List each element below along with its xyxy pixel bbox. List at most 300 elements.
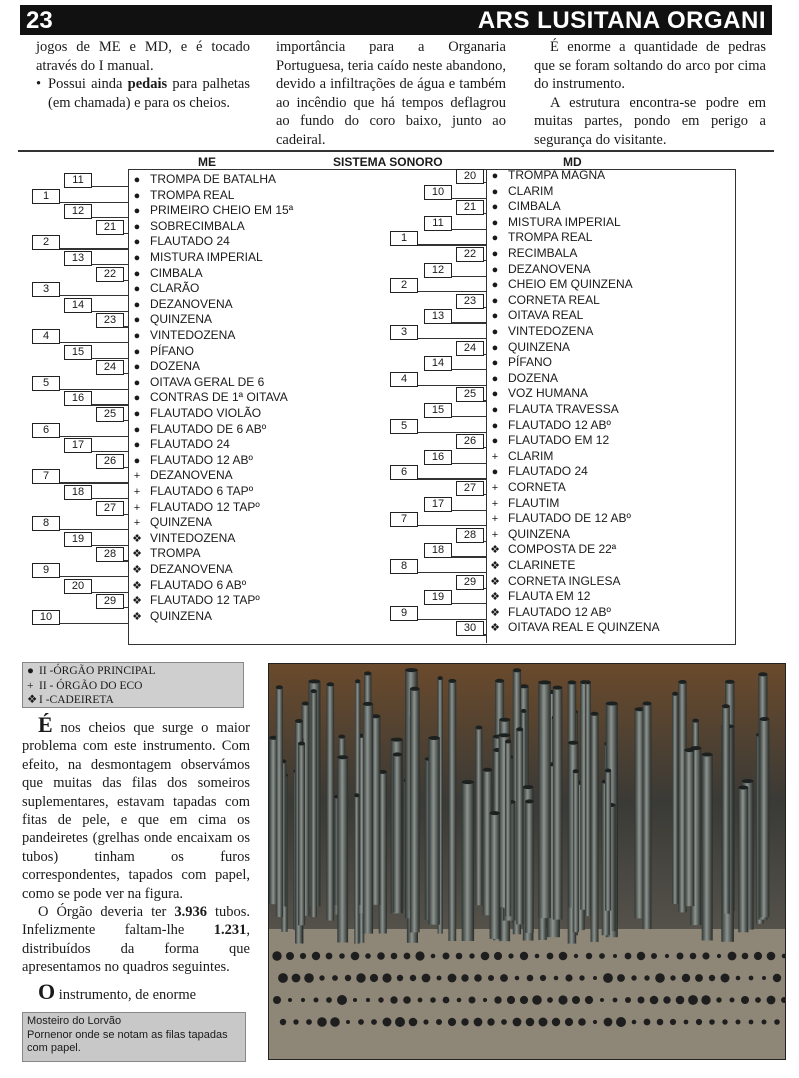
pandeirete-hole <box>339 953 345 959</box>
stop-row <box>488 558 575 574</box>
organ-pipe <box>722 706 730 914</box>
pandeirete-hole <box>702 952 709 959</box>
pipe-mouth <box>393 752 402 756</box>
stop-number: 2 <box>390 278 418 293</box>
pandeirete-hole <box>579 975 584 980</box>
stop-row <box>488 277 633 293</box>
stop-name: VINTEDOZENA <box>508 324 594 338</box>
stop-number: 13 <box>64 251 92 266</box>
organ-pipe <box>505 741 511 916</box>
left-manual-header: ME <box>198 155 216 169</box>
stop-name: FLAUTADO 6 TAPº <box>150 484 254 498</box>
pandeirete-hole <box>288 998 292 1002</box>
organ-pipe <box>311 691 317 917</box>
pandeirete-hole <box>655 973 665 983</box>
pipe-mouth <box>678 680 686 684</box>
stop-number: 28 <box>456 528 484 543</box>
stop-leader <box>124 373 128 374</box>
stop-row <box>488 355 552 371</box>
pandeirete-hole <box>474 974 482 982</box>
stop-number: 24 <box>96 360 124 375</box>
stop-leader <box>60 342 128 343</box>
pandeirete-hole <box>317 1017 327 1027</box>
legend-item: ● II -ÓRGÃO PRINCIPAL <box>27 665 156 677</box>
pipe-mouth <box>448 679 456 683</box>
stop-symbol: ● <box>491 388 499 401</box>
pipe-mouth <box>505 739 511 743</box>
pipe-mouth <box>606 702 618 706</box>
pandeirete-hole <box>637 952 645 960</box>
pandeirete-hole <box>286 952 294 960</box>
pipe-mouth <box>672 692 678 696</box>
stop-symbol: ● <box>133 361 141 374</box>
stop-leader <box>418 291 486 292</box>
stop-number: 23 <box>96 313 124 328</box>
stop-number: 19 <box>64 532 92 547</box>
stop-symbol: ❖ <box>490 606 500 619</box>
stop-leader <box>124 560 128 561</box>
stop-number: 1 <box>32 189 60 204</box>
organ-pipe <box>327 684 335 920</box>
stop-number: 3 <box>32 282 60 297</box>
pandeirete-hole <box>456 953 463 960</box>
stop-number: 20 <box>64 579 92 594</box>
organ-pipe <box>337 757 348 942</box>
pandeirete-hole <box>586 953 592 959</box>
stop-name: FLAUTADO VIOLÃO <box>150 406 262 420</box>
stop-symbol: ● <box>491 248 499 260</box>
stop-row <box>488 215 621 231</box>
stop-number: 2 <box>32 235 60 250</box>
pandeirete-hole <box>353 998 357 1002</box>
pandeirete-hole <box>314 998 319 1003</box>
stop-number: 16 <box>424 450 452 465</box>
stop-symbol: ● <box>133 423 141 436</box>
pandeirete-hole <box>326 953 333 960</box>
stop-number: 21 <box>96 220 124 235</box>
stop-symbol: ● <box>491 419 499 432</box>
stop-number: 27 <box>456 481 484 496</box>
pandeirete-hole <box>404 953 411 960</box>
stop-row <box>130 188 234 204</box>
stop-row <box>488 449 553 465</box>
pandeirete-hole <box>436 1019 442 1025</box>
stop-leader <box>92 311 128 312</box>
pandeirete-hole <box>625 997 631 1003</box>
stop-leader <box>60 623 128 624</box>
pandeirete-hole <box>651 953 657 959</box>
stop-symbol: ❖ <box>490 560 500 572</box>
pandeirete-hole <box>709 975 715 981</box>
pandeirete-hole <box>682 974 690 982</box>
stop-row <box>130 203 293 219</box>
organ-pipe <box>684 750 694 906</box>
pandeirete-hole <box>603 973 613 983</box>
stop-symbol: ● <box>133 454 141 467</box>
stop-number: 25 <box>456 387 484 402</box>
pandeirete-hole <box>676 996 685 1005</box>
pandeirete-hole <box>278 973 288 983</box>
stop-name: FLAUTADO DE 6 ABº <box>150 421 267 436</box>
stop-row <box>130 468 233 484</box>
stop-row <box>488 293 600 309</box>
stop-number: 20 <box>456 169 484 184</box>
stop-number: 11 <box>64 173 92 188</box>
organ-pipe <box>605 771 611 911</box>
pandeirete-hole <box>515 976 520 981</box>
pandeirete-hole <box>395 1017 405 1027</box>
stop-row <box>488 246 577 262</box>
stop-leader <box>60 482 128 483</box>
stop-row <box>130 172 276 188</box>
pandeirete-hole <box>345 975 351 981</box>
pandeirete-hole <box>293 1019 298 1024</box>
body-para-3: O instrumento, de enorme <box>38 978 197 1004</box>
stop-name: CIMBALA <box>150 265 203 280</box>
stop-symbol: ● <box>491 216 499 229</box>
pandeirete-hole <box>422 974 431 983</box>
pandeirete-hole <box>722 1019 727 1024</box>
stop-row <box>130 453 253 469</box>
stop-name: CHEIO EM QUINZENA <box>508 277 633 292</box>
stop-leader <box>124 607 128 608</box>
stop-name: FLAUTA EM 12 <box>508 589 591 604</box>
stop-name: VINTEDOZENA <box>150 530 236 545</box>
pandeirete-hole <box>565 1018 573 1026</box>
stop-name: DEZANOVENA <box>508 261 591 276</box>
body-para-1: É nos cheios que surge o maior problema com este instrumento. Com efeito, na desmontagem observámos que muitas das filas dos someiros suplementares, estavam tapadas com fitas de pele, e que em cima os pandeiretes (grelhas onde encaixam os tubos) tinham os furos correspondentes, tapados com papel, como se pode ver na figura. <box>22 712 250 902</box>
stop-row <box>488 480 566 496</box>
organ-pipe <box>702 755 713 941</box>
stop-symbol: ❖ <box>490 575 500 588</box>
stop-symbol: ● <box>133 376 141 389</box>
stop-number: 7 <box>390 512 418 527</box>
column-3-para-2: A estrutura encontra-se podre em muitas partes, pondo em perigo a segurança do visitante. <box>534 94 766 148</box>
pandeirete-hole <box>717 954 721 958</box>
pandeirete-hole <box>701 995 710 1004</box>
pandeirete-hole <box>474 1018 483 1027</box>
pipe-mouth <box>573 769 579 773</box>
pipe-mouth <box>553 686 563 690</box>
stop-row <box>130 515 212 531</box>
stop-leader <box>124 233 128 234</box>
stop-leader <box>124 280 128 281</box>
stop-number: 29 <box>456 575 484 590</box>
stop-number: 10 <box>32 610 60 625</box>
pandeirete-hole <box>762 1020 767 1025</box>
pipe-mouth <box>516 727 523 731</box>
stop-symbol: ● <box>491 404 499 416</box>
pipe-mouth <box>692 719 698 723</box>
stop-symbol: ❖ <box>132 595 142 608</box>
stop-row <box>130 500 260 516</box>
pipe-mouth <box>738 786 748 790</box>
column-3-para-1: É enorme a quantidade de pedras que se foram soltando do arco por cima do instrumento. <box>534 39 766 92</box>
pandeirete-hole <box>593 1020 597 1024</box>
stop-name: TROMPA REAL <box>150 187 235 202</box>
pandeirete-hole <box>397 975 403 981</box>
organ-pipe <box>738 788 748 933</box>
stop-symbol: ● <box>491 232 499 245</box>
pandeirete-hole <box>430 997 436 1003</box>
stop-name: MISTURA IMPERIAL <box>508 214 621 229</box>
stop-name: TROMPA REAL <box>508 230 593 245</box>
pandeirete-hole <box>749 1020 754 1025</box>
stop-name: CORNETA <box>508 480 566 494</box>
stop-name: PRIMEIRO CHEIO EM 15ª <box>150 203 294 218</box>
pandeirete-hole <box>773 974 781 982</box>
pandeirete-hole <box>382 973 391 982</box>
pandeirete-hole <box>539 1018 548 1027</box>
pandeirete-hole <box>403 996 411 1004</box>
column-2 <box>276 38 506 149</box>
column-3 <box>534 38 766 149</box>
organ-pipe <box>276 687 283 917</box>
pandeirete-hole <box>554 976 559 981</box>
stop-leader <box>60 202 128 203</box>
pandeirete-hole <box>616 1017 626 1027</box>
stop-number: 8 <box>32 516 60 531</box>
pandeirete-hole <box>410 975 416 981</box>
stop-leader <box>124 326 128 327</box>
pandeirete-hole <box>346 1020 350 1024</box>
stop-name: FLAUTIM <box>508 495 560 510</box>
stop-number: 9 <box>390 606 418 621</box>
pandeirete-hole <box>565 974 572 981</box>
pipe-mouth <box>585 680 591 684</box>
stop-symbol: ● <box>133 392 141 405</box>
pandeirete-hole <box>736 976 741 981</box>
organ-pipe <box>573 771 579 932</box>
stop-symbol: ● <box>133 236 141 249</box>
pipe-mouth <box>523 785 534 789</box>
pandeirete-hole <box>370 974 378 982</box>
pandeirete-hole <box>526 1018 535 1027</box>
stop-leader <box>92 592 128 593</box>
pandeirete-hole <box>319 975 324 980</box>
pandeirete-hole <box>716 997 721 1002</box>
pandeirete-hole <box>730 998 735 1003</box>
stop-name: TROMPA <box>150 546 201 561</box>
pipe-mouth <box>525 799 534 803</box>
stop-name: FLAUTADO 12 ABº <box>508 604 611 619</box>
pandeirete-hole <box>301 998 305 1002</box>
organ-pipes-image <box>269 664 785 1059</box>
organ-pipe <box>525 801 534 933</box>
stop-symbol: ● <box>491 263 499 276</box>
legend-item: + II - ÓRGÃO DO ECO <box>27 679 143 692</box>
stop-number: 3 <box>390 325 418 340</box>
stop-row <box>488 371 558 387</box>
stop-symbol: ● <box>133 252 141 264</box>
stop-leader <box>92 545 128 546</box>
stop-leader <box>60 248 128 249</box>
stops-title: SISTEMA SONORO <box>333 155 443 169</box>
stop-name: FLAUTADO DE 12 ABº <box>508 511 631 526</box>
pandeirete-hole <box>312 952 320 960</box>
stop-row <box>130 234 230 250</box>
stop-number: 23 <box>456 294 484 309</box>
stop-row <box>488 324 593 340</box>
pipe-mouth <box>538 680 551 684</box>
pandeirete-hole <box>741 996 749 1004</box>
stop-symbol: ❖ <box>132 610 142 623</box>
stop-row <box>488 340 570 356</box>
stop-leader <box>452 198 486 199</box>
pipe-mouth <box>498 733 510 737</box>
pandeirete-hole <box>500 974 508 982</box>
column-2-text: importância para a Organaria Portuguesa, teria caído neste abandono, devido a infiltrações de água e também ao incêndio que há tempos deflagrou ao fundo do coro baixo, junto ao cadeiral. <box>276 39 506 148</box>
pandeirete-hole <box>585 996 593 1004</box>
stop-row <box>130 437 230 453</box>
pandeirete-hole <box>709 1019 715 1025</box>
stop-symbol: ● <box>133 345 141 358</box>
stop-row <box>130 546 200 562</box>
organ-pipe <box>476 728 483 906</box>
pandeirete-hole <box>613 998 618 1003</box>
stop-name: DEZANOVENA <box>150 296 233 311</box>
pandeirete-hole <box>742 953 749 960</box>
stop-number: 21 <box>456 200 484 215</box>
stop-number: 11 <box>424 216 452 231</box>
stop-symbol: + <box>133 501 141 514</box>
stop-symbol: ● <box>491 310 499 323</box>
stop-number: 8 <box>390 559 418 574</box>
stop-row <box>130 578 246 594</box>
pandeirete-hole <box>644 975 649 980</box>
organ-pipe <box>553 688 563 920</box>
stop-number: 1 <box>390 231 418 246</box>
pipe-mouth <box>438 676 443 680</box>
stop-name: TROMPA MAGNA <box>508 168 606 182</box>
stop-name: FLAUTA TRAVESSA <box>508 402 619 416</box>
stop-leader <box>452 510 486 511</box>
stop-row <box>488 433 609 449</box>
pandeirete-hole <box>487 1018 494 1025</box>
stop-name: FLAUTADO 12 TAPº <box>150 593 260 608</box>
stop-row <box>130 297 233 313</box>
stop-leader <box>418 525 486 526</box>
pipe-mouth <box>338 735 345 739</box>
pipe-mouth <box>276 685 283 689</box>
pandeirete-hole <box>304 973 314 983</box>
stop-row <box>130 375 264 391</box>
stop-name: CLARÃO <box>150 281 200 296</box>
pandeirete-hole <box>378 997 383 1002</box>
column-1 <box>36 38 250 112</box>
stop-symbol: ● <box>133 174 141 186</box>
pandeirete-hole <box>762 976 766 980</box>
stop-row <box>130 484 253 500</box>
pandeirete-hole <box>599 953 605 959</box>
stop-symbol: ● <box>133 408 141 420</box>
pandeirete-hole <box>688 995 698 1005</box>
stop-symbol: ● <box>491 201 499 214</box>
stop-name: FLAUTADO 24 <box>150 234 230 249</box>
pandeirete-hole <box>728 952 737 961</box>
pipe-mouth <box>684 748 694 752</box>
pipe-mouth <box>462 780 474 784</box>
stop-row <box>488 168 605 184</box>
pandeirete-hole <box>721 974 730 983</box>
pipe-mouth <box>354 793 359 797</box>
stop-row <box>130 531 235 547</box>
pandeirete-hole <box>488 975 494 981</box>
stop-name: DEZANOVENA <box>150 468 233 483</box>
stop-symbol: + <box>133 517 141 530</box>
stop-symbol: ● <box>491 357 499 370</box>
organ-pipe <box>538 682 551 918</box>
pipe-mouth <box>742 779 754 783</box>
pandeirete-hole <box>337 995 347 1005</box>
pipe-mouth <box>327 682 335 686</box>
organ-pipe <box>448 681 456 941</box>
organ-pipe <box>643 704 652 930</box>
pandeirete-hole <box>657 1019 664 1026</box>
stop-leader <box>452 322 486 323</box>
body-text <box>22 712 250 1004</box>
pandeirete-hole <box>481 952 490 961</box>
pandeirete-hole <box>670 975 675 980</box>
pandeirete-hole <box>457 998 462 1003</box>
stop-number: 6 <box>390 465 418 480</box>
stop-number: 5 <box>390 419 418 434</box>
stop-leader <box>60 389 128 390</box>
stop-leader <box>124 467 128 468</box>
pandeirete-hole <box>650 996 659 1005</box>
pandeirete-hole <box>418 998 423 1003</box>
stop-leader <box>452 416 486 417</box>
stop-symbol: ● <box>491 341 499 354</box>
stop-name: COMPOSTA DE 22ª <box>508 542 617 557</box>
pandeirete-hole <box>677 953 684 960</box>
stop-symbol: ● <box>491 294 499 307</box>
pipe-mouth <box>513 668 521 672</box>
stop-number: 5 <box>32 376 60 391</box>
stop-number: 15 <box>424 403 452 418</box>
stop-leader <box>92 498 128 499</box>
stop-leader <box>418 572 486 573</box>
stop-row <box>488 542 616 558</box>
stop-name: CORNETA INGLESA <box>508 573 621 588</box>
stop-row <box>130 344 194 360</box>
pandeirete-hole <box>696 1019 702 1025</box>
page-number: 23 <box>26 7 53 34</box>
pandeirete-hole <box>365 953 371 959</box>
stop-symbol: ❖ <box>490 591 500 604</box>
stop-name: FLAUTADO 24 <box>508 464 588 479</box>
stop-number: 4 <box>32 329 60 344</box>
stop-row <box>130 219 245 235</box>
stop-symbol: ❖ <box>132 532 142 545</box>
organ-pipe <box>298 744 305 926</box>
stop-leader <box>92 451 128 452</box>
pandeirete-hole <box>755 997 761 1003</box>
stop-row <box>130 266 203 282</box>
pandeirete-hole <box>736 1020 741 1025</box>
legend-item: ❖ I -CADEIRETA <box>27 694 114 706</box>
pipe-mouth <box>495 679 504 683</box>
pandeirete-hole <box>494 952 502 960</box>
stop-symbol: ● <box>133 439 141 452</box>
pandeirete-hole <box>507 996 515 1004</box>
pandeirete-hole <box>520 996 528 1004</box>
organ-pipe <box>585 682 591 916</box>
stop-symbol: ❖ <box>132 579 142 592</box>
stop-name: SOBRECIMBALA <box>150 218 245 233</box>
divider <box>18 150 774 152</box>
stop-name: CLARIM <box>508 448 554 463</box>
